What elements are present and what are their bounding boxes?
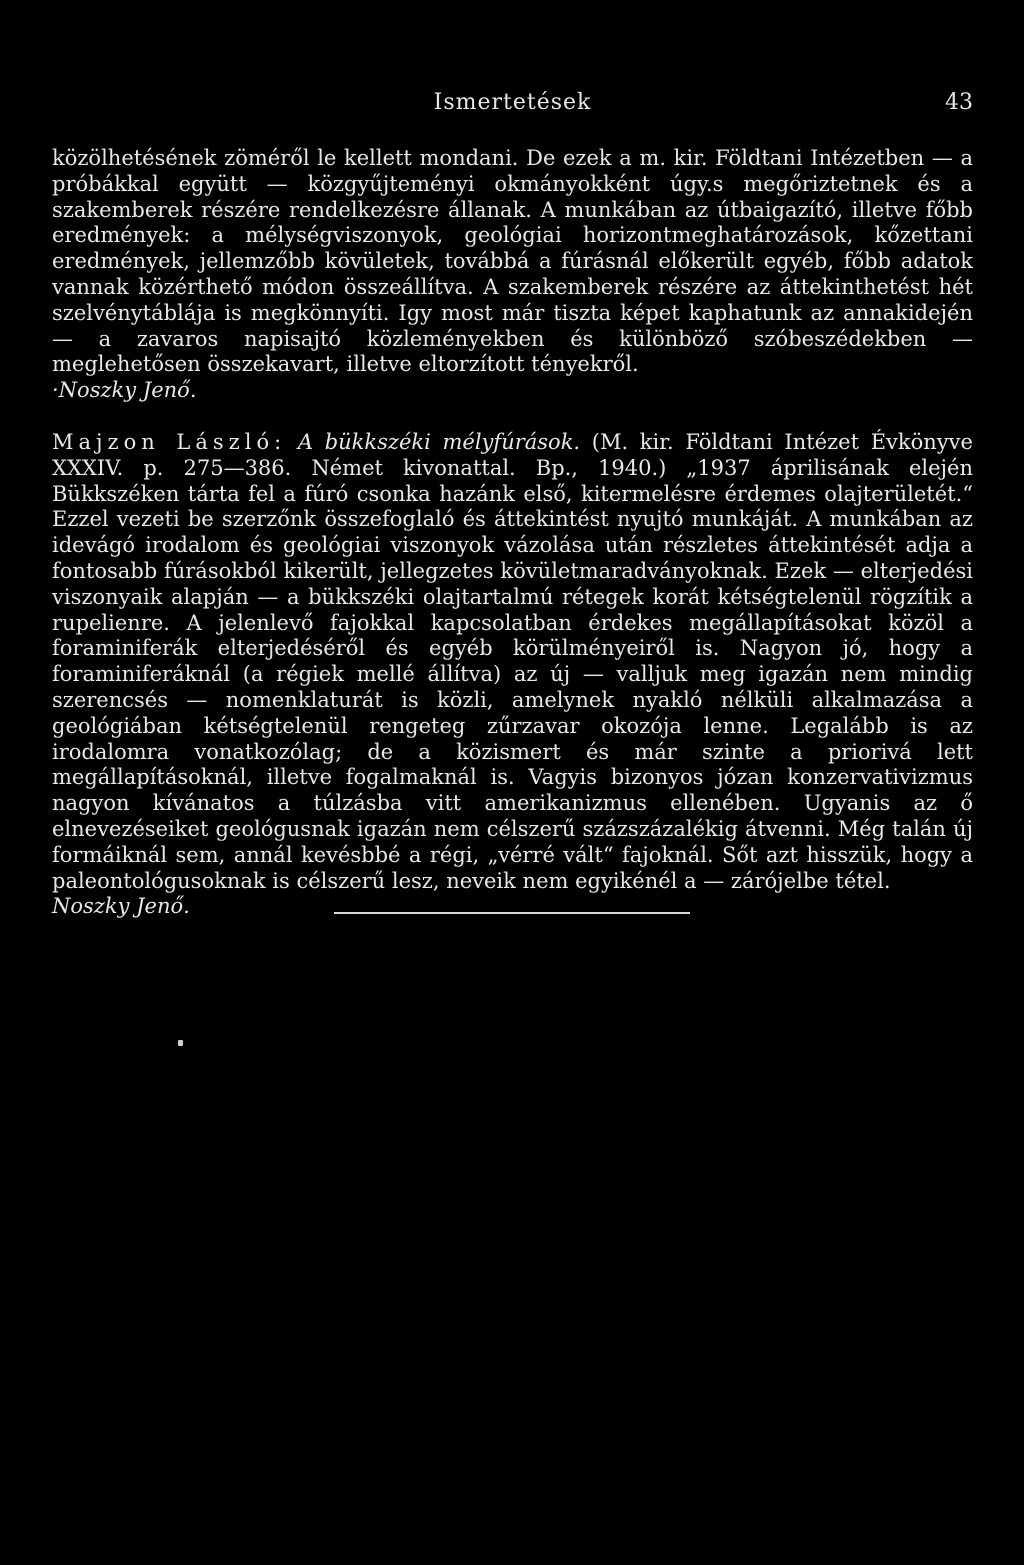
body-text xyxy=(52,146,973,920)
section-divider-rule xyxy=(334,912,690,914)
review-book-title: A bükkszéki mélyfúrások. xyxy=(297,429,581,454)
page-number: 43 xyxy=(945,90,973,115)
review-continuation-text: közölhetésének zöméről le kellett mondani. De ezek a m. kir. Földtani Intézetben — a próbákkal együtt — közgyűjteményi okmányokként úgy.s megőriztetnek és a szakemberek részére rendelkezésre állanak. A munkában az útbaigazító, illetve főbb eredmények: a mélységviszonyok, geológiai horizontmeghatározások, kőzettani eredmények, jellemzőbb kövületek, továbbá a fúrásnál előkerült egyéb, főbb adatok vannak közérthető módon összeállítva. A szakemberek részére az áttekinthetést hét szelvénytáblája is megkönnyíti. Igy most már tiszta képet kaphatunk az annakidején — a zavaros napisajtó közleményekben és különböző szóbeszédekben — meglehetősen összekavart, illetve eltorzított tényekről. xyxy=(52,146,973,377)
scan-speck xyxy=(178,1040,183,1046)
review-entry-heading xyxy=(52,430,973,894)
review-citation: (M. kir. Földtani Intézet Évkönyve XXXIV. p. 275—386. Német kivonattal. Bp., 1940.) xyxy=(52,429,973,480)
running-title: Ismertetések xyxy=(433,90,592,115)
review-body-text: „1937 áprilisának elején Bükkszéken tárta fel a fúró csonka hazánk első, kitermelésre érdemes olajterületét.“ Ezzel vezeti be szerzőnk összefoglaló és áttekintést nyujtó munkáját. A munkában az idevágó irodalom és geológiai viszonyok vázolása után részletes áttekintését adja a fontosabb fúrásokból kikerült, jellegzetes kövületmaradványoknak. Ezek — elterjedési viszonyaik alapján — a bükkszéki olajtartalmú rétegek korát kétségtelenül rögzítik a rupelienre. A jelenlevő fajokkal kapcsolatban érdekes megállapításokat közöl a foraminiferák elterjedéséről és egyéb körülményeiről is. Nagyon jó, hogy a foraminiferáknál (a régiek mellé állítva) az új — valljuk meg igazán nem mindig szerencsés — nomenklaturát is közli, amelynek nyakló nélküli alkalmazása a geológiában kétségtelenül rengeteg zűrzavar okozója lenne. Legalább is az irodalomra vonatkozólag; de a közismert és már szinte a priorivá lett megállapításoknál, illetve fogalmaknál is. Vagyis bizonyos józan konzervativizmus nagyon kívánatos a túlzásba vitt amerikanizmus ellenében. Ugyanis az ő elnevezéseiket geológusnak igazán nem célszerű százszázalékig átvenni. Még talán új formáiknál sem, annál kevésbbé a régi, „vérré vált“ fajoknál. Sőt azt hisszük, hogy a paleontológusoknak is célszerű lesz, neveik nem egyikénél a — zárójelbe tétel. xyxy=(52,455,973,893)
section-gap xyxy=(52,404,973,430)
review-signature-2: Noszky Jenő. xyxy=(52,894,190,919)
running-header xyxy=(52,90,973,120)
review-author: Majzon László: xyxy=(52,429,287,454)
review-signature-1: ·Noszky Jenő. xyxy=(52,378,197,403)
